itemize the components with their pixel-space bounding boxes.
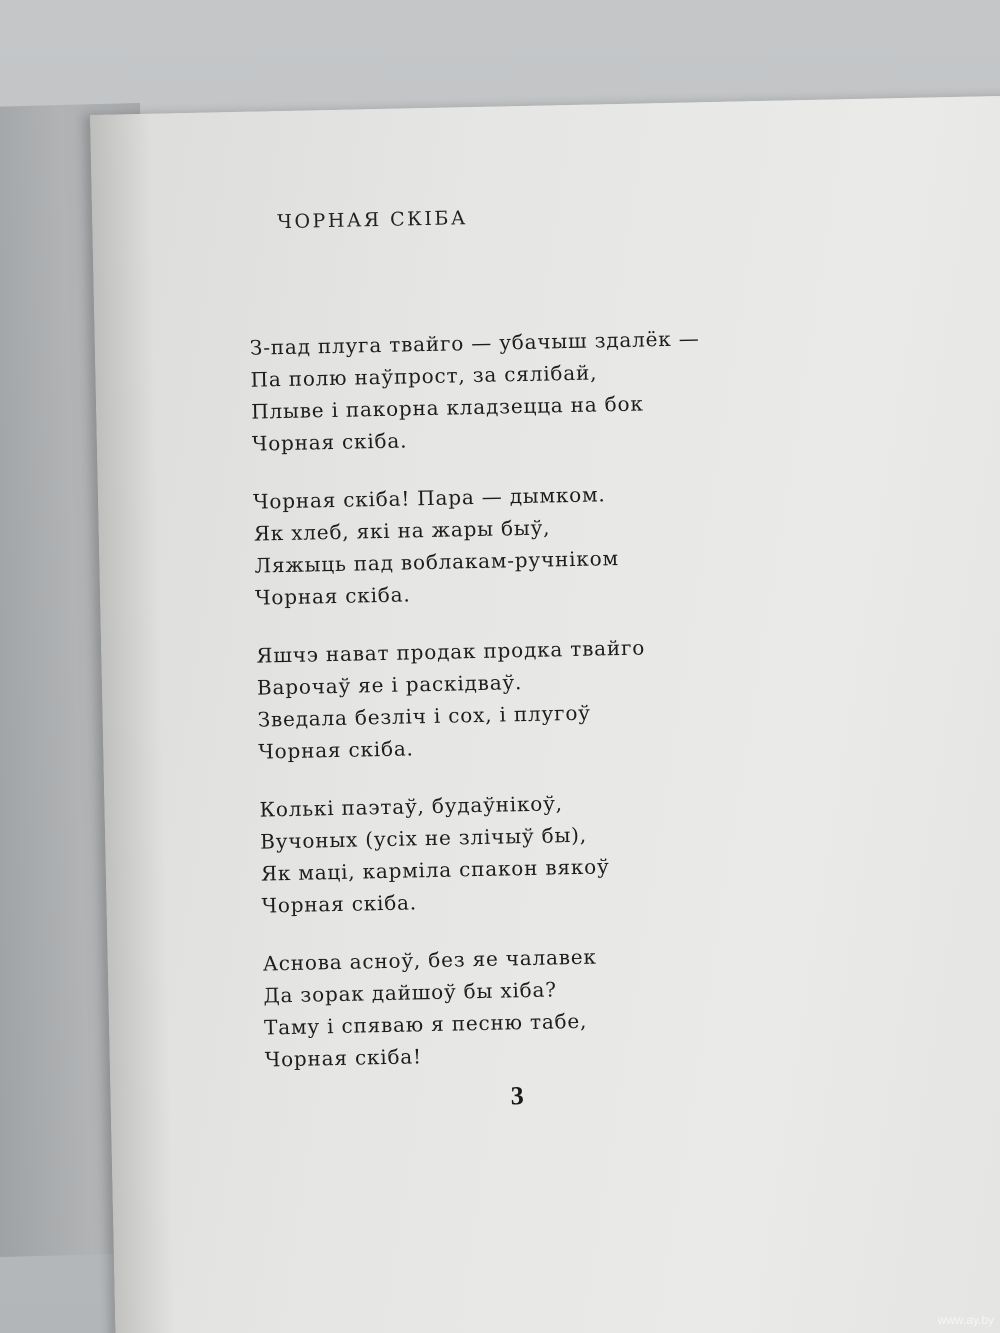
poem-line: Чорная скіба! Пара — дымком. [252,482,606,514]
poem-line: Вучоных (усіх не злічыў бы), [260,822,588,854]
poem-line: Як хлеб, які на жары быў, [253,515,551,546]
poem-line: З-пад плуга твайго — убачыш здалёк — [249,326,700,360]
book-page [90,96,1000,1333]
watermark: www.ay.by [937,1313,994,1327]
poem-body [250,322,716,1101]
stanza [262,938,714,1075]
poem-line: Па полю наўпрост, за сялібай, [250,360,598,392]
poem-line: Зведала безліч і сох, і плугоў [257,700,591,732]
poem-line: Ляжыць пад воблакам-ручніком [254,546,620,578]
page-number: 3 [510,1081,524,1111]
poem-line: Яшчэ нават продак продка твайго [256,635,646,668]
poem-line: Варочаў яе і раскідваў. [256,670,523,700]
poem-line: Чорная скіба! [264,1044,423,1072]
poem-title: ЧОРНАЯ СКІБА [277,207,468,234]
poem-line: Да зорак дайшоў бы хіба? [263,977,557,1008]
stanza [256,630,708,767]
poem-line: Чорная скіба. [254,582,411,610]
poem-line: Чорная скіба. [258,736,414,764]
poem-line: Колькі паэтаў, будаўнікоў, [259,791,564,822]
stanza [253,476,705,613]
stanza [250,322,702,459]
stanza [259,784,711,921]
poem-line: Таму і спяваю я песню табе, [263,1008,588,1040]
poem-line: Як маці, карміла спакон вякоў [260,854,610,886]
poem-line: Чорная скіба. [261,890,418,918]
poem-line: Плыве і пакорна кладзецца на бок [250,391,644,424]
poem-line: Чорная скіба. [251,428,408,456]
poem-line: Аснова асноў, без яе чалавек [262,944,597,976]
